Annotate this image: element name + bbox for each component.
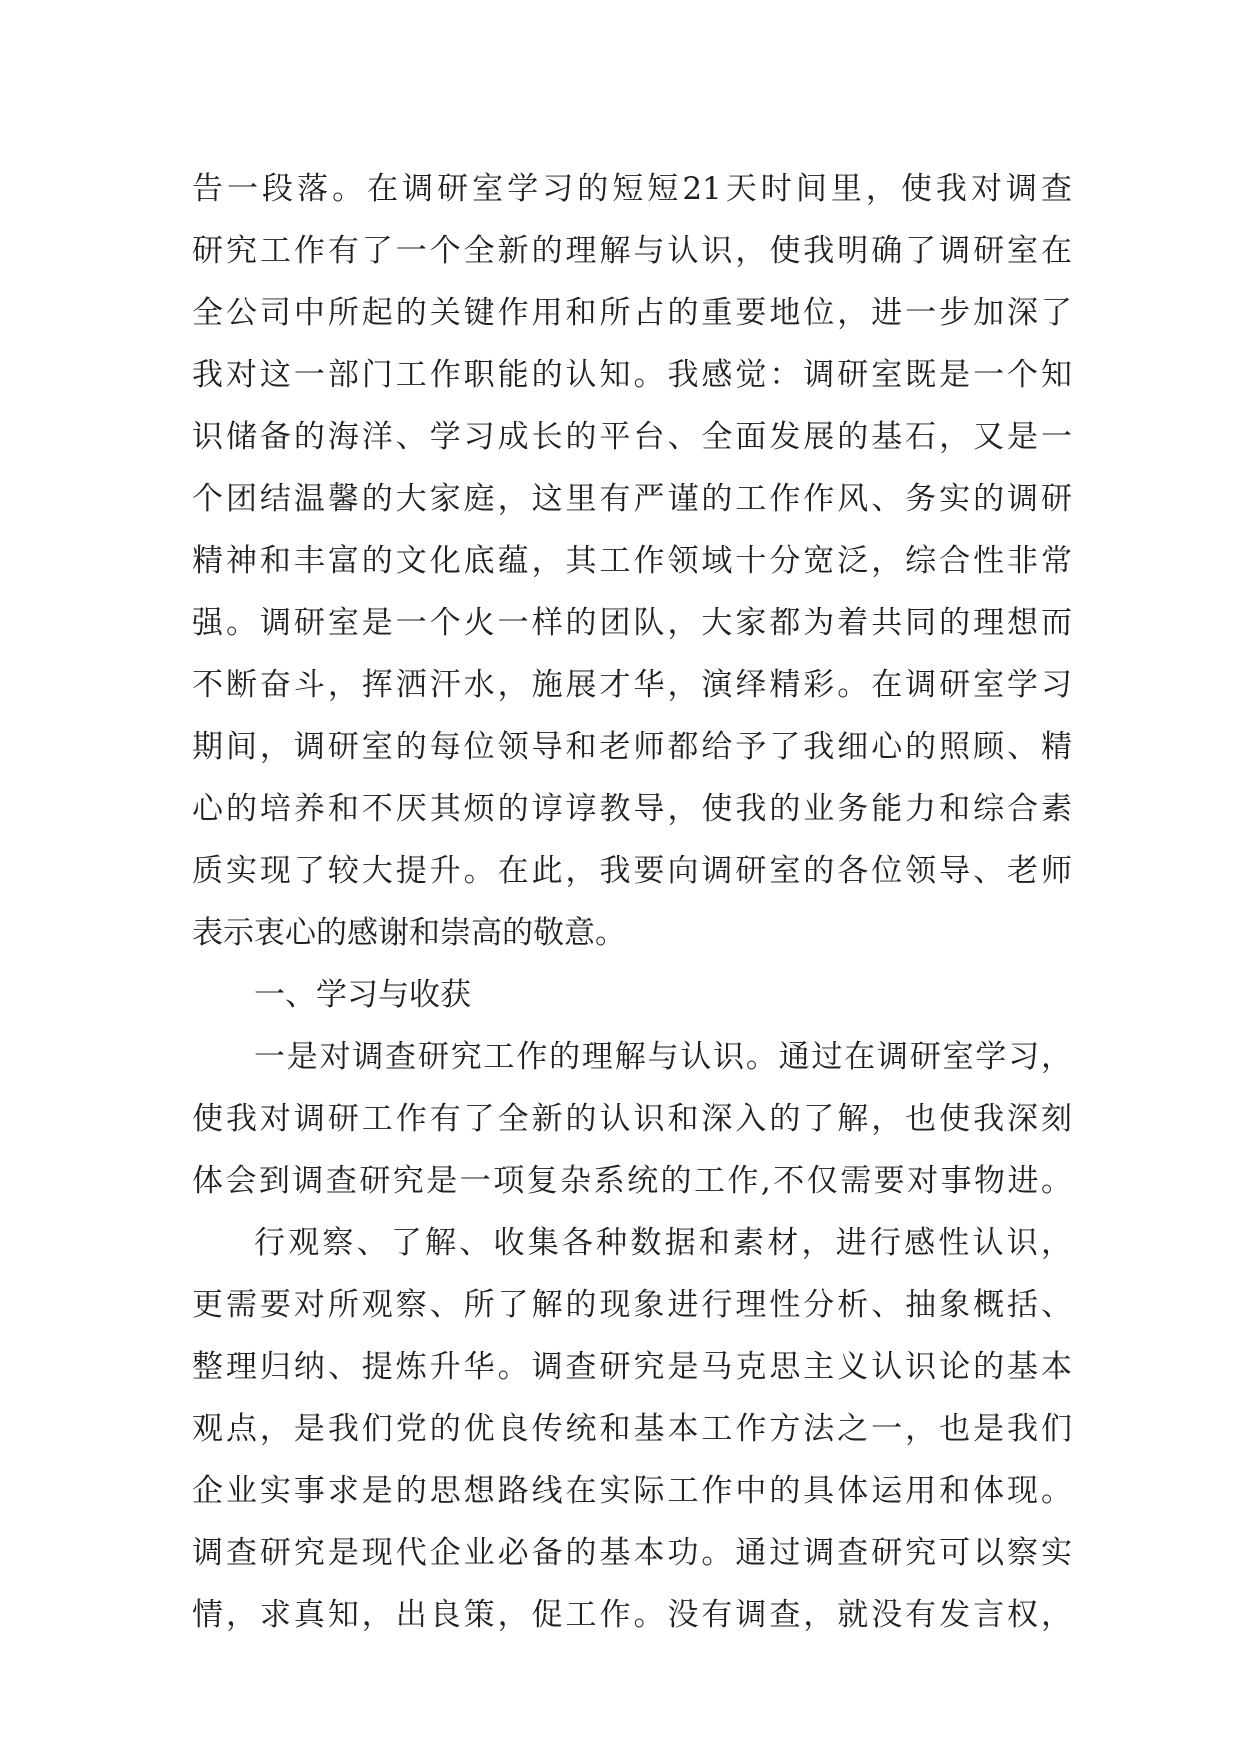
text-line: 个团结温馨的大家庭，这里有严谨的工作作风、务实的调研 bbox=[192, 481, 1072, 517]
document-body bbox=[192, 158, 1072, 1646]
text-line: 强。调研室是一个火一样的团队，大家都为着共同的理想而 bbox=[192, 605, 1072, 641]
text-line: 心的培养和不厌其烦的谆谆教导，使我的业务能力和综合素 bbox=[192, 791, 1072, 827]
section-heading: 一、学习与收获 bbox=[254, 977, 471, 1013]
text-line: 研究工作有了一个全新的理解与认识，使我明确了调研室在 bbox=[192, 233, 1072, 269]
text-line: 体会到调查研究是一项复杂系统的工作,不仅需要对事物进。 bbox=[192, 1163, 1072, 1199]
text-line: 行观察、了解、收集各种数据和素材，进行感性认识， bbox=[254, 1225, 1072, 1261]
text-line: 情，求真知，出良策，促工作。没有调查，就没有发言权， bbox=[192, 1597, 1072, 1633]
text-line: 质实现了较大提升。在此，我要向调研室的各位领导、老师 bbox=[192, 853, 1072, 889]
text-line: 告一段落。在调研室学习的短短21天时间里，使我对调查 bbox=[192, 171, 1072, 207]
text-line: 表示衷心的感谢和崇高的敬意。 bbox=[192, 915, 626, 951]
text-line: 识储备的海洋、学习成长的平台、全面发展的基石，又是一 bbox=[192, 419, 1072, 455]
text-line: 更需要对所观察、所了解的现象进行理性分析、抽象概括、 bbox=[192, 1287, 1072, 1323]
text-line: 精神和丰富的文化底蕴，其工作领域十分宽泛，综合性非常 bbox=[192, 543, 1072, 579]
text-line: 我对这一部门工作职能的认知。我感觉：调研室既是一个知 bbox=[192, 357, 1072, 393]
text-line: 不断奋斗，挥洒汗水，施展才华，演绎精彩。在调研室学习 bbox=[192, 667, 1072, 703]
text-line: 企业实事求是的思想路线在实际工作中的具体运用和体现。 bbox=[192, 1473, 1072, 1509]
text-line: 调查研究是现代企业必备的基本功。通过调查研究可以察实 bbox=[192, 1535, 1072, 1571]
text-line: 观点，是我们党的优良传统和基本工作方法之一，也是我们 bbox=[192, 1411, 1072, 1447]
text-line: 全公司中所起的关键作用和所占的重要地位，进一步加深了 bbox=[192, 295, 1072, 331]
text-line: 期间，调研室的每位领导和老师都给予了我细心的照顾、精 bbox=[192, 729, 1072, 765]
text-line: 一是对调查研究工作的理解与认识。通过在调研室学习， bbox=[254, 1039, 1072, 1075]
text-line: 整理归纳、提炼升华。调查研究是马克思主义认识论的基本 bbox=[192, 1349, 1072, 1385]
text-line: 使我对调研工作有了全新的认识和深入的了解，也使我深刻 bbox=[192, 1101, 1072, 1137]
